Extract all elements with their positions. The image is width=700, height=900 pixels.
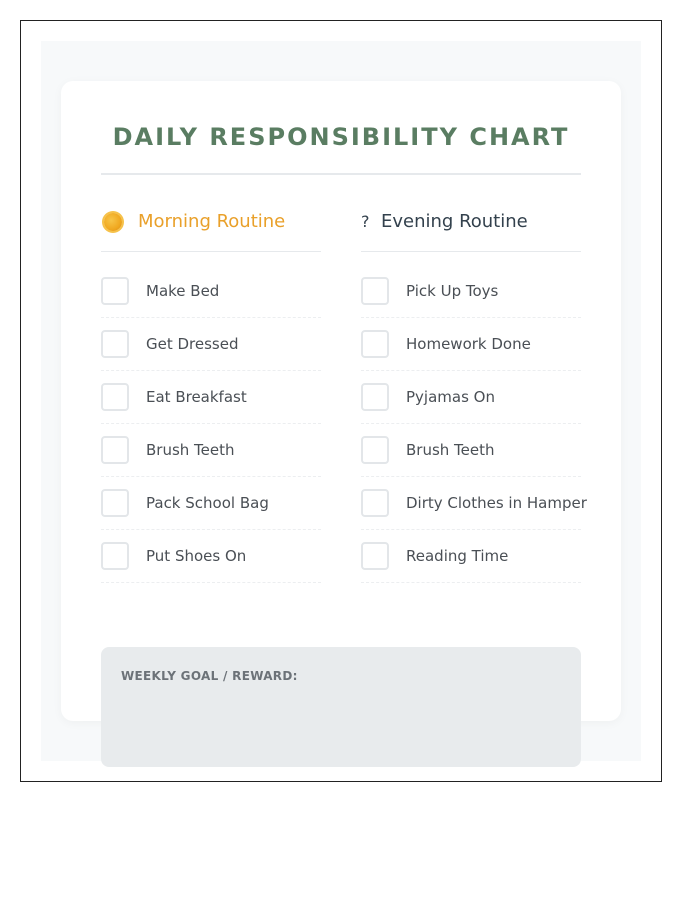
task-label: Reading Time [406, 547, 509, 565]
task-row [101, 424, 321, 477]
page-frame [20, 20, 662, 782]
task-row [101, 318, 321, 371]
task-label: Homework Done [406, 335, 531, 353]
task-label: Brush Teeth [146, 441, 235, 459]
task-label: Put Shoes On [146, 547, 247, 565]
chart-card [61, 81, 621, 721]
task-label: Make Bed [146, 282, 220, 300]
task-row [101, 477, 321, 530]
morning-heading-label: Morning Routine [138, 211, 286, 232]
moon-icon: ? [361, 212, 370, 231]
task-row [361, 477, 587, 530]
task-checkbox[interactable] [101, 436, 129, 464]
evening-heading [361, 211, 581, 252]
task-checkbox[interactable] [361, 277, 389, 305]
evening-column [361, 211, 587, 583]
task-checkbox[interactable] [101, 383, 129, 411]
task-row [361, 530, 581, 583]
task-label: Pack School Bag [146, 494, 269, 512]
task-checkbox[interactable] [361, 489, 389, 517]
weekly-reward-label: WEEKLY GOAL / REWARD: [121, 669, 298, 683]
weekly-reward-box[interactable] [101, 647, 581, 767]
morning-column [101, 211, 321, 583]
task-checkbox[interactable] [361, 383, 389, 411]
task-label: Get Dressed [146, 335, 239, 353]
title-divider [101, 173, 581, 175]
task-label: Eat Breakfast [146, 388, 247, 406]
task-row [361, 318, 581, 371]
task-checkbox[interactable] [361, 330, 389, 358]
task-checkbox[interactable] [361, 542, 389, 570]
task-label: Pyjamas On [406, 388, 495, 406]
task-checkbox[interactable] [101, 542, 129, 570]
task-row [361, 371, 581, 424]
evening-task-list [361, 265, 587, 583]
task-row [101, 265, 321, 318]
sun-icon [104, 213, 122, 231]
task-row [361, 265, 581, 318]
evening-heading-label: Evening Routine [381, 211, 528, 232]
morning-heading [101, 211, 321, 252]
task-checkbox[interactable] [101, 277, 129, 305]
task-checkbox[interactable] [361, 436, 389, 464]
task-label: Brush Teeth [406, 441, 495, 459]
task-row [101, 530, 321, 583]
task-label: Dirty Clothes in Hamper [406, 494, 587, 512]
task-row [361, 424, 581, 477]
task-row [101, 371, 321, 424]
task-label: Pick Up Toys [406, 282, 499, 300]
morning-task-list [101, 265, 321, 583]
chart-title: DAILY RESPONSIBILITY CHART [112, 123, 570, 151]
task-checkbox[interactable] [101, 489, 129, 517]
task-checkbox[interactable] [101, 330, 129, 358]
